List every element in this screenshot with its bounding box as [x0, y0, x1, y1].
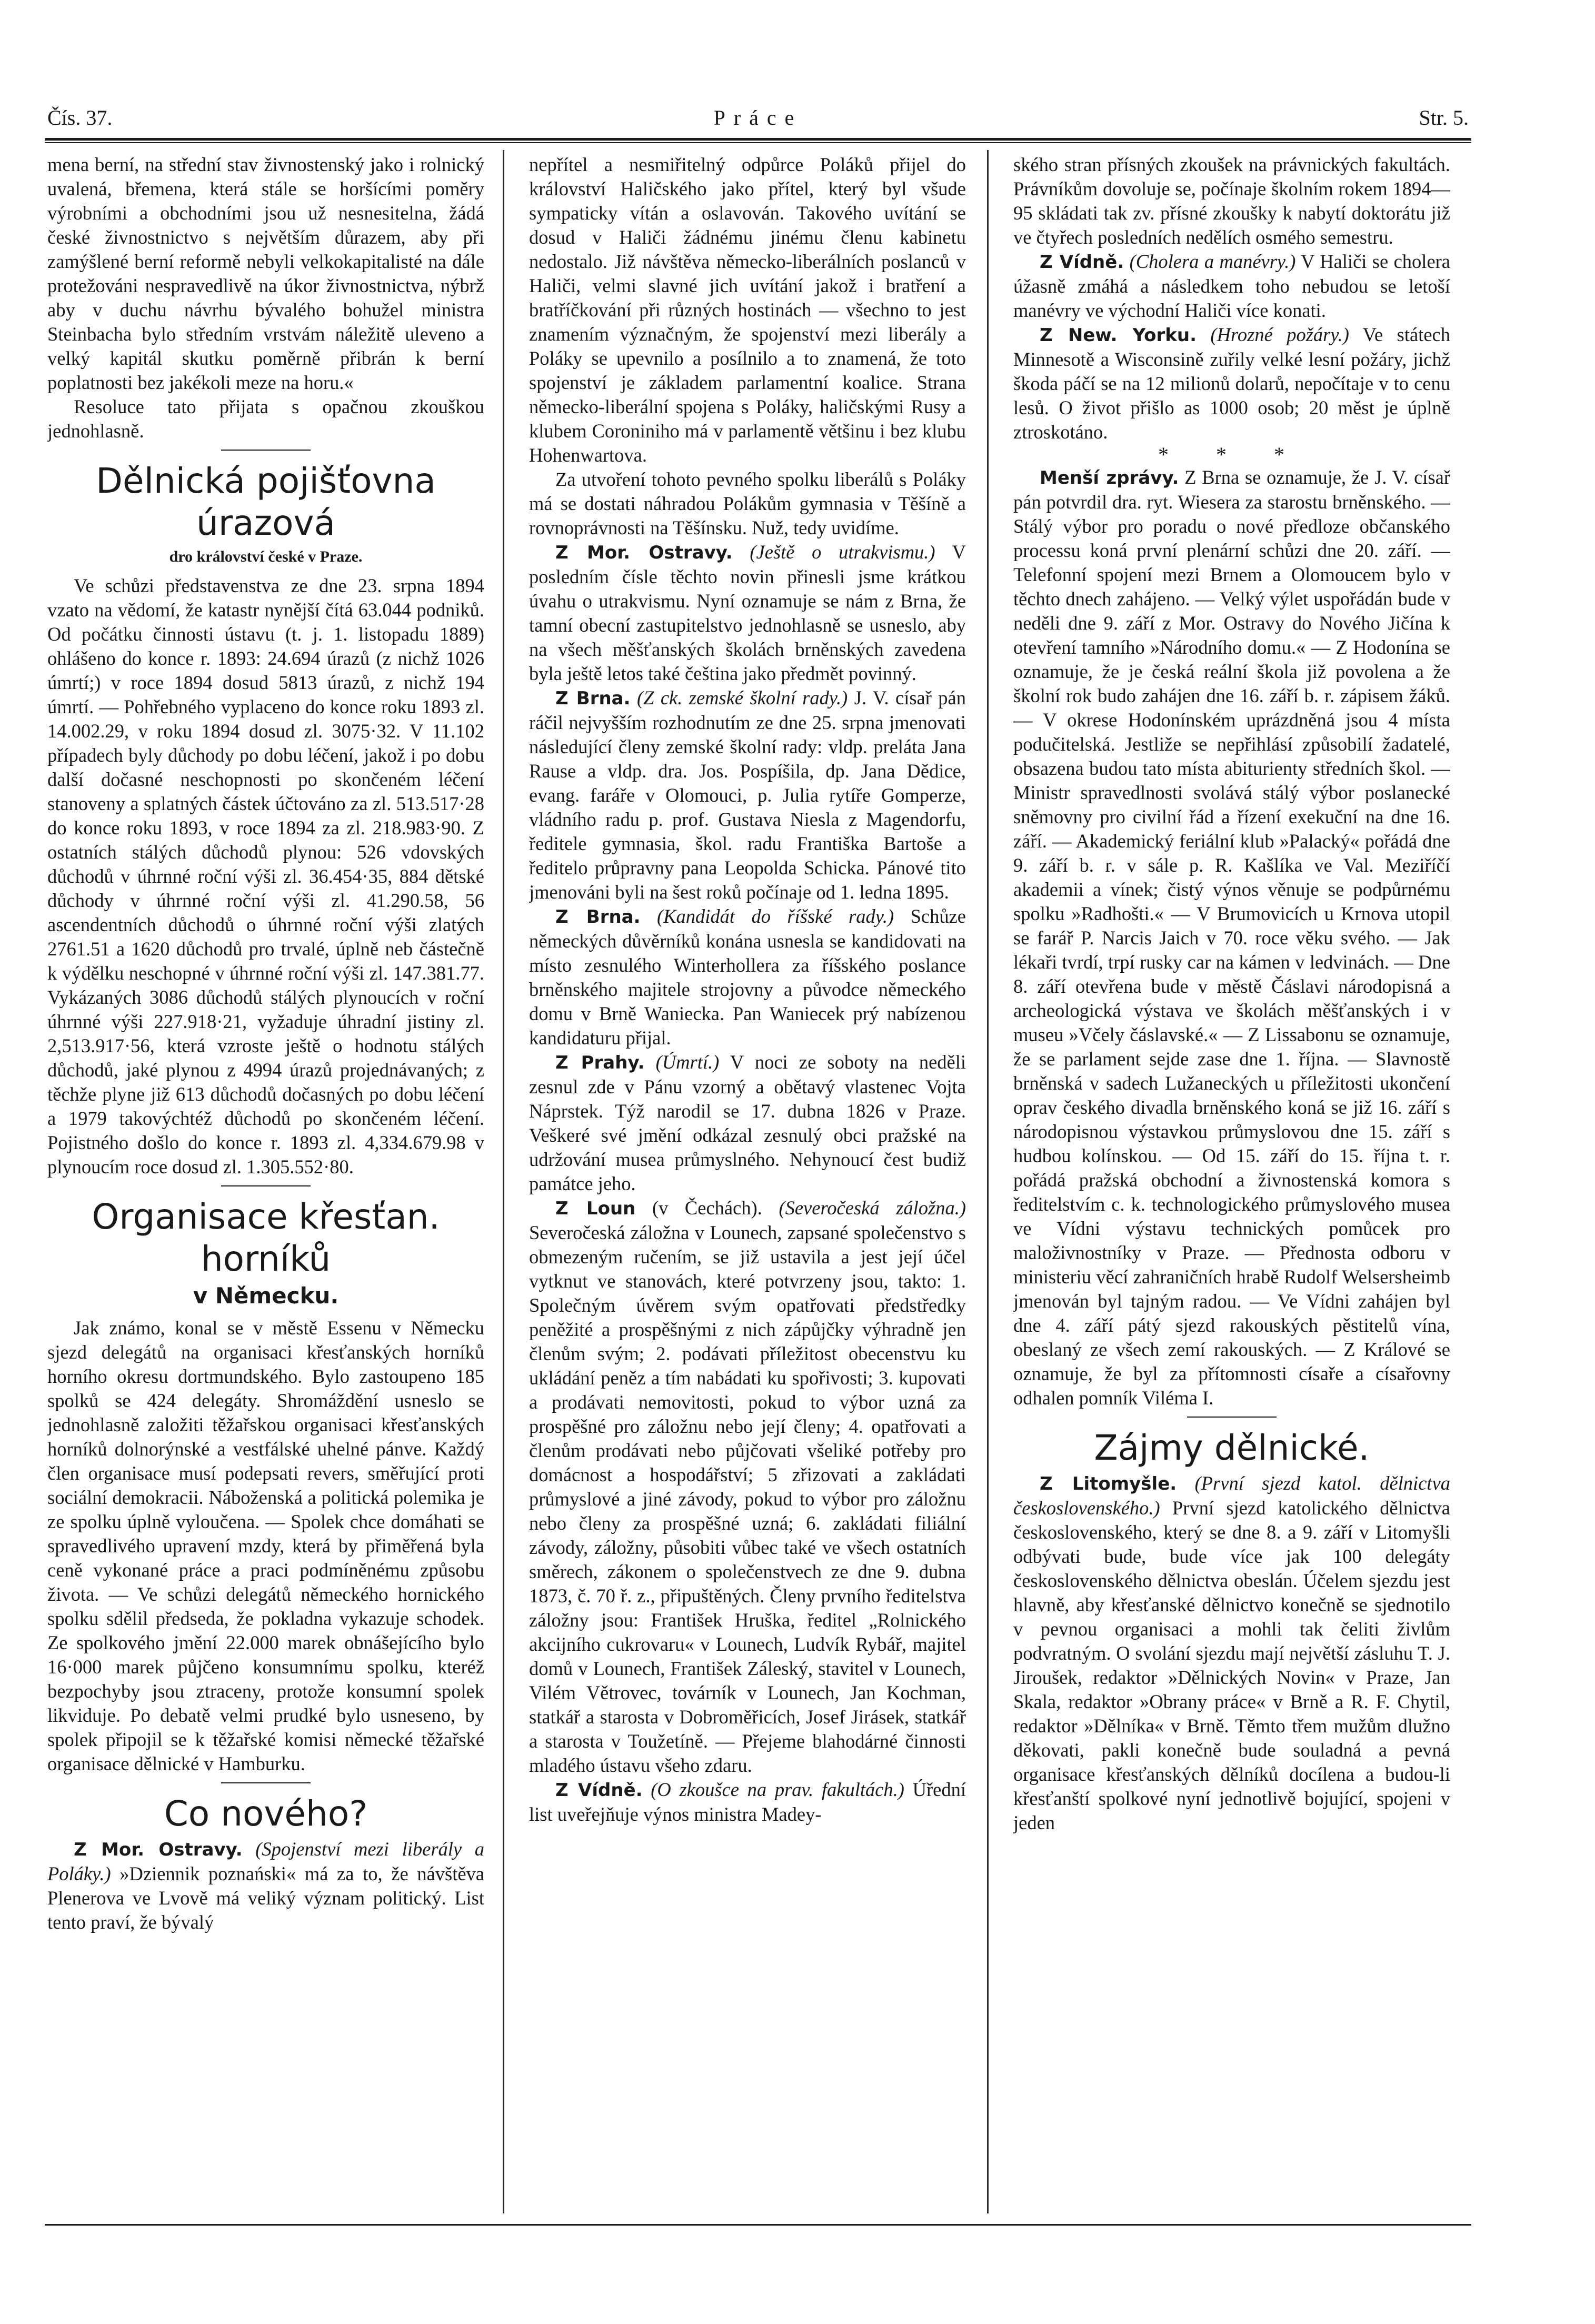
- news-body: Ve státech Minnesotě a Wisconsině zuřily velké lesní požáry, jichž škoda páčí se na 12 milionů dolarů, nepočítaje v to cenu lesů. O život přišlo as 1000 osob; 20 měst je úplně ztroskotáno.: [1013, 324, 1450, 443]
- news-kicker: Z Brna.: [555, 906, 641, 927]
- separator: [221, 1782, 311, 1783]
- column-1: [47, 153, 484, 2211]
- section-stars: * * *: [1158, 443, 1305, 466]
- separator: [1187, 1417, 1277, 1418]
- header-rule: [45, 138, 1471, 141]
- news-body: Úřední list uveřejňuje výnos ministra Madey-: [529, 1779, 966, 1825]
- news-place: (v Čechách).: [652, 1197, 762, 1219]
- news-title: (Severočeská záložna.): [779, 1197, 966, 1219]
- news-item: [529, 1778, 966, 1827]
- news-title: (Z ck. zemské školní rady.): [636, 687, 848, 709]
- news-item: [529, 540, 966, 686]
- section-heading: Zájmy dělnické.: [1094, 1428, 1370, 1468]
- news-body: Schůze německých důvěrníků konána usnesla se kandidovati na místo zesnulého Winterhollera za říšského poslance brněnského majitele strojovny a původce německého domu v Brně Waniecka. Pan Waniecek prý nabízenou kandidaturu přijal.: [529, 905, 966, 1049]
- page-number: Str. 5.: [1419, 106, 1469, 129]
- news-item: [1013, 1471, 1450, 1835]
- news-body: J. V. císař pán ráčil nejvyšším rozhodnutím ze dne 25. srpna jmenovati následující členy zemské školní rady: vldp. preláta Jana Rause a vldp. dra. Jos. Pospíšila, dp. Jana Dědice, evang. faráře v Olomouci, p. Julia rytíře Gomperze, vládního radu p. prof. Gustava Niesla z Magendorfu, ředitele gymnasia, škol. radu Františka Bartoše a ředitelo průpravny pana Leopolda Schicka. Pánové tito jmenováni byli na šest roků počínaje od 1. ledna 1895.: [529, 687, 966, 903]
- article-text: ského stran přísných zkoušek na právnických fakultách. Právníkům dovoluje se, počínaje školním rokem 1894—95 skládati tak zv. přísné zkoušky k nabytí doktorátu již ve čtyřech posledních nedělích osmého semestru.: [1013, 154, 1450, 248]
- news-kicker: Menší zprávy.: [1040, 467, 1179, 488]
- news-body: Z Brna se oznamuje, že J. V. císař pán potvrdil dra. ryt. Wiesera za starostu brněnského. — Stálý výbor pro poradu o nové předloze občanského processu koná první plenární schůzi dne 20. září. — Telefonní spojení mezi Brnem a Olomoucem bylo v těchto dnech zahájeno. — Velký výlet uspořádán bude v neděli dne 9. září z Mor. Ostravy do Nového Jičína k otevření tamního »Národního domu.« — Z Hodonína se oznamuje, že je česká reální škola již povolena a že školní rok budo zahájen dne 16. září b. r. zápisem žáků. — V okrese Hodonínském uprázdněná jsou 4 místa podučitelská. Jestliže se nepřihlásí způsobilí žadatelé, obsazena budou tato místa abiturienty středních škol. — Ministr spravedlnosti svolává stálý výbor poslanecké sněmovny pro civilní řád a řízení exekuční na dne 16. září. — Akademický feriální klub »Palacký« pořádá dne 9. září b. r. v sále p. R. Kašlíka ve Val. Meziříčí akademii a vínek; čistý výnos věnuje se podpůrnému spolku »Radhošti.« — V Brumovicích u Krnova utopil se farář P. Narcis Jaich v 70. roce věku svého. — Jak lékaři tvrdí, trpí rusky car na kámen v ledvinách. — Dne 8. září otevřena bude v městě Čáslavi národopisná a archeologická výstava ve školách měšťanských i v museu »Včely čáslavské.« — Z Lissabonu se oznamuje, že se parlament sejde zase dne 1. října. — Slavnostě brněnská v sadech Lužaneckých u příležitosti ukončení oprav českého divadla brněnského koná se již 16. září s národopisnou výstavkou průmyslovou dne 15. září s hudbou kolínskou. — Od 15. září do 15. října t. r. pořádá pražská obchodní a živnostenská komora s ředitelstvím c. k. technologického průmyslového musea ve Vídni výstavu technických pomůcek pro maloživnostníky v Praze. — Přednosta odboru v ministeriu věcí zahraničních hrabě Rudolf Welsersheimb jmenován byl tajným radou. — Ve Vídni zahájen byl dne 4. září pátý sjezd rakouských pěstitelů vína, obeslaný ze všech zemí rakouských. — Z Králové se oznamuje, že byl za přítomnosti císaře a císařovny odhalen pomník Viléma I.: [1013, 466, 1450, 1409]
- news-kicker: Z Vídně.: [1040, 252, 1124, 273]
- news-kicker: Z Vídně.: [555, 1780, 643, 1801]
- news-kicker: Z Prahy.: [555, 1052, 645, 1073]
- page-header: [47, 105, 1469, 137]
- separator: [221, 1185, 311, 1186]
- article-text: mena berní, na střední stav živnostenský jako i rolnický uvalená, břemena, která stále se horšícími poměry výrobními a obchodními jsou už nesnesitelna, žádá české živnostnictvo s největším důrazem, aby při zamýšlené berní reformě nebyli velkokapitalisté na dále protežováni nespravedlivě na úkor živnostnictva, nýbrž aby v duchu návrhu bývalého bohužel ministra Steinbacha bylo středním vrstvám náležitě uleveno a velký kapitál skutku poměrně přibrán k berní poplatnosti bez jakékoli meze na horu.«: [47, 154, 484, 393]
- news-title: (Spojenství mezi liberály a Poláky.): [47, 1838, 484, 1884]
- section-subheading: dro království české v Praze.: [169, 548, 363, 565]
- news-title: (Kandidát do říšské rady.): [657, 905, 894, 927]
- news-body: V posledním čísle těchto novin přinesli jsme krátkou úvahu o utrakvismu. Nyní oznamuje se nám z Brna, že tamní obecní zastupitelstvo jednohlasně se usneslo, aby na všech měšťanských školách brněnských zavedena byla ještě letos také čeština jako předmět povinný.: [529, 541, 966, 684]
- section-heading: Co nového?: [164, 1793, 368, 1834]
- news-item: [1013, 250, 1450, 323]
- news-body: V noci ze soboty na neděli zesnul zde v Pánu vzorný a obětavý vlastenec Vojta Náprstek. Týž narodil se 17. dubna 1826 v Praze. Veškeré své jmění odkázal zesnulý obci pražské na udržování musea průmyslného. Nehynoucí čest budiž památce jeho.: [529, 1051, 966, 1194]
- news-title: (Cholera a manévry.): [1129, 251, 1296, 272]
- news-body: »Dziennik poznański« má za to, že návštěva Plenerova ve Lvově má veliký význam politický. List tento praví, že bývalý: [47, 1863, 484, 1933]
- news-kicker: Z Loun: [555, 1198, 636, 1219]
- article-text: nepřítel a nesmiřitelný odpůrce Poláků přijel do království Haličského jako přítel, který byl všude sympaticky vítán a oslavován. Takového uvítání se dosud v Haliči žádnému jinému členu kabinetu nedostalo. Již návštěva německo-liberálních poslanců v Haliči, velmi slavné jich uvítání jakož i bratření a bratříčkování při různých hostinách — všechno to jest znamením význačným, že spojenství mezi liberály a Poláky se upevnilo a posílnilo a to znamená, že toto spojenství je základem parlamentní koalice. Strana německo-liberální spojena s Poláky, haličskými Rusy a klubem Coroniniho má v parlamentě většinu i bez klubu Hohenwartova.: [529, 154, 966, 466]
- news-item: [529, 1196, 966, 1778]
- news-title: (O zkoušce na prav. fakultách.): [651, 1779, 904, 1800]
- column-2: [529, 153, 966, 2211]
- news-item: [1013, 465, 1450, 1410]
- news-kicker: Z Mor. Ostravy.: [74, 1839, 243, 1860]
- article-text: Ve schůzi představenstva ze dne 23. srpna 1894 vzato na vědomí, že katastr nynější čítá 63.044 podniků. Od počátku činnosti ústavu (t. j. 1. listopadu 1889) ohlášeno do konce r. 1893: 24.694 úrazů (z nichž 1026 úmrtí;) v roce 1894 dosud 5813 úrazů, z nichž 194 úmrtí. — Pohřebného vyplaceno do konce roku 1893 zl. 14.002.29, v roku 1894 dosud zl. 3075·32. V 11.102 případech byly důchody po dobu léčení, jakož i po dobu další dočasné neschopnosti po skončeném léčení stanoveny a splatných částek účtováno za zl. 513.517·28 do konce roku 1893, v roce 1894 za zl. 218.983·90. Z ostatních stálých důchodů plynou: 526 vdovských důchodů v úhrnné roční výši zl. 36.454·35, 884 dětské důchody v úhrnné roční výši zl. 41.290.58, 56 ascendentních důchodů o úhrnné roční výši zlatých 2761.51 a 1620 důchodů pro trvalé, úplně neb částečně k výdělku neschopné v úhrnné roční výši zl. 147.381.77. Vykázaných 3086 důchodů stálých plynoucích v roční úhrnné výši 227.918·21, vyžaduje úhradní jistiny zl. 2,513.917·56, která vzroste ještě o hodnotu stálých důchodů, jaké plynou z 4994 úrazů projednávaných; z těchže plyne již 613 důchodů dočasných po dobu léčení a 1979 takovýchtéž důchodů po skončeném léčení. Pojistného došlo do konce r. 1893 zl. 4,334.679.98 v plynoucím roce dosud zl. 1.305.552·80.: [47, 575, 484, 1178]
- news-title: (Hrozné požáry.): [1210, 324, 1349, 345]
- article-text: Jak známo, konal se v městě Essenu v Německu sjezd delegátů na organisaci křesťanských horníků horního okresu dortmundského. Bylo zastoupeno 185 spolků se 424 delegáty. Shromáždění usneslo se jednohlasně založiti těžařskou organisaci křesťanských horníků dolnorýnské a vestfálské uhelné pánve. Každý člen organisace musí podepsati revers, směřující proti sociální demokracii. Náboženská a politická polemika je ze spolku úplně vyloučena. — Spolek chce domáhati se spravedlivého upravení mzdy, která by přiměřená byla ceně vykonané práce a praci podmíněnému způsobu života. — Ve schůzi delegátů německého hornického spolku sdělil předseda, že pokladna vykazuje schodek. Ze spolkového jmění 22.000 marek obnášejícího bylo 16·000 marek půjčeno konsumnímu spolku, kteréž bezpochyby jsou ztraceny, protože konsumní spolek likviduje. Po debatě velmi prudké bylo usneseno, by spolek připojil se k těžařské komisi německé těžařské organisace dělnické v Hamburku.: [47, 1317, 484, 1774]
- news-item: [529, 1050, 966, 1196]
- news-body: První sjezd katolického dělnictva československého, který se dne 8. a 9. září v Litomyšli odbývati bude, bude více jak 100 delegáty československého dělnictva obeslán. Účelem sjezdu jest hlavně, aby křesťanské dělnictvo konečně se sjednotilo v pevnou organisaci a mohli tak čeliti živlům podvratným. O svolání sjezdu mají největší zásluhu T. J. Jiroušek, redaktor »Dělnických Novin« v Praze, Jan Skala, redaktor »Obrany práce« v Brně a R. F. Chytil, redaktor »Dělníka« v Brně. Těmto třem mužům dlužno děkovati, pakli konečně bude souladná a pevná organisace křesťanských dělníků docílena a budou-li křesťanští spolkové nyní jednotlivě bojující, spojeni v jeden: [1013, 1497, 1450, 1833]
- header-rule-thin: [45, 142, 1471, 143]
- news-kicker: Z New. Yorku.: [1040, 325, 1197, 346]
- footer-rule: [45, 2224, 1471, 2226]
- section-heading: Organisace křesťan. horníků: [92, 1196, 440, 1279]
- newspaper-title: Práce: [713, 106, 803, 129]
- news-body: V Haliči se cholera úžasně zmáhá a následkem toho nebudou se letoší manévry ve východní Haliči více konati.: [1013, 251, 1450, 321]
- section-subheading: v Německu.: [193, 1283, 339, 1309]
- column-divider: [503, 150, 504, 2213]
- article-text: Resoluce tato přijata s opačnou zkouškou jednohlasně.: [47, 396, 484, 442]
- news-kicker: Z Mor. Ostravy.: [555, 542, 733, 563]
- column-divider: [987, 150, 989, 2213]
- issue-number: Čís. 37.: [47, 106, 113, 129]
- news-item: [529, 904, 966, 1050]
- news-kicker: Z Brna.: [555, 688, 631, 709]
- news-body: Severočeská záložna v Lounech, zapsané společenstvo s obmezeným ručením, se již ustavila a jest její účel vytknut ve stanovách, které potvrzeny jsou, takto: 1. Společným úvěrem svým opatřovati předstředky peněžité a prospěšnými z nich zápůjčky výhradně jen členům svým; 2. podávati příležitost obecenstvu ku ukládání peněz a tím nabádati ku spořivosti; 3. kupovati a prodávati nemovitosti, pokud to výbor uzná za prospěšné pro záložnu nebo její členy; 4. opatřovati a členům prodávati nebo půjčovati všeliké potřeby pro domácnost a hospodářství; 5 zřizovati a zakládati průmyslové a jiné závody, pokud to výbor pro záložnu nebo členy za prospěšné uzná; 6. zakládati filiální závody, záložny, působiti vůbec také ve všech ostatních směrech, zákonem o společenstvech ze dne 9. dubna 1873, č. 70 ř. z., připuštěných. Členy prvního ředitelstva záložny jsou: František Hruška, ředitel „Rolnického akcijního cukrovaru« v Lounech, Ludvík Rybář, majitel domů v Lounech, František Záleský, stavitel v Lounech, Vilém Větrovec, továrník v Lounech, Jan Kochman, statkář a starosta v Dobroměřicích, Josef Jirásek, statkář a starosta v Toužetíně. — Přejeme blahodárné činnosti mladého ústavu všeho zdaru.: [529, 1222, 966, 1776]
- news-item: [1013, 323, 1450, 444]
- section-heading: Dělnická pojišťovna úrazová: [96, 461, 436, 543]
- column-3: [1013, 153, 1450, 2211]
- news-item: [529, 686, 966, 904]
- news-title: (Ještě o utrakvismu.): [750, 541, 935, 563]
- news-title: (První sjezd katol. dělnictva československého.): [1013, 1472, 1450, 1519]
- separator: [221, 450, 311, 451]
- news-kicker: Z Litomyšle.: [1040, 1473, 1177, 1494]
- news-title: (Úmrtí.): [655, 1051, 720, 1073]
- article-text: Za utvoření tohoto pevného spolku liberálů s Poláky má se dostati náhradou Polákům gymnasia v Těšíně a rovnoprávnosti na Těšínsku. Nuž, tedy uvidíme.: [529, 468, 966, 538]
- news-item: [47, 1837, 484, 1934]
